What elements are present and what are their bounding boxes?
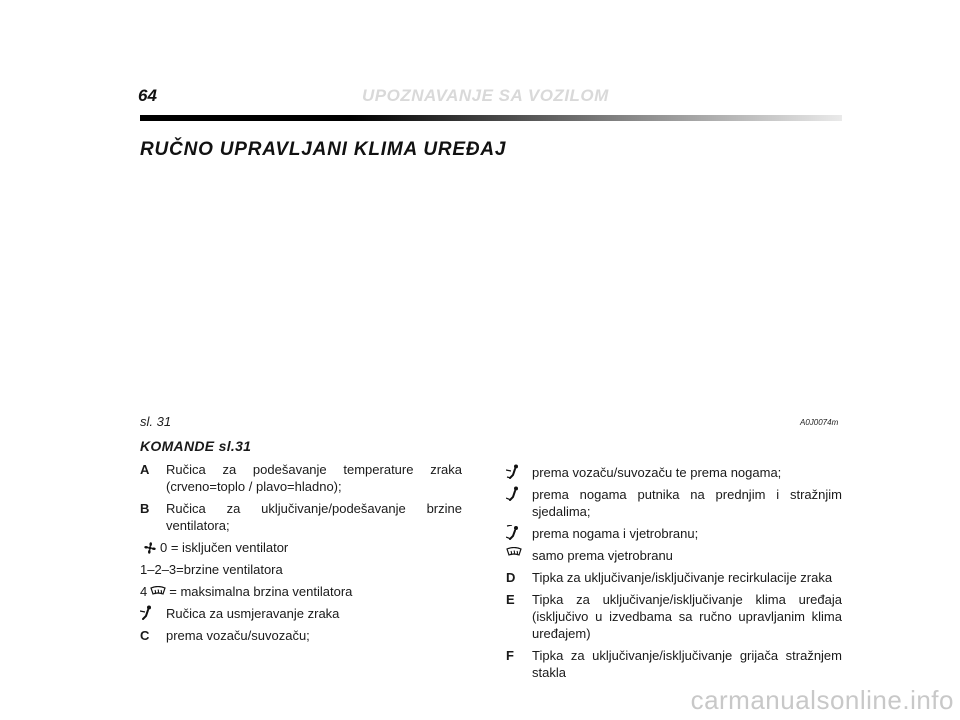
control-letter: F [506, 648, 514, 663]
control-item-e [506, 591, 842, 642]
airflow-selector-text: Ručica za usmjeravanje zraka [166, 606, 340, 621]
airflow-text: prema nogama i vjetrobranu; [532, 526, 699, 541]
watermark: carmanualsonline.info [690, 685, 954, 715]
windshield-defrost-icon [150, 586, 166, 598]
controls-right-column [506, 464, 842, 686]
airflow-item [506, 464, 842, 481]
page-number: 64 [138, 86, 157, 105]
control-letter: B [140, 501, 150, 516]
airflow-feet-icon [506, 486, 532, 520]
control-item-a [140, 461, 462, 495]
fan-speeds-text: 1–2–3=brzine ventilatora [140, 562, 283, 577]
airflow-person-icon [140, 605, 166, 622]
airflow-text: prema nogama putnika na prednjim i stražnjim sjedalima; [532, 487, 842, 519]
airflow-item [506, 486, 842, 520]
fan-max-text: = maksimalna brzina ventilatora [169, 584, 353, 599]
control-text: Ručica za podešavanje temperature zraka (crveno=toplo / plavo=hladno); [166, 462, 462, 494]
control-text: Tipka za uključivanje/isključivanje recirkulacije zraka [532, 570, 833, 585]
controls-heading: KOMANDE sl.31 [140, 438, 252, 454]
airflow-text: samo prema vjetrobranu [532, 548, 673, 563]
control-text: Tipka za uključivanje/isključivanje grijača stražnjem stakla [532, 648, 842, 680]
fan-max-row [140, 583, 462, 600]
control-item-f [506, 647, 842, 681]
control-text: prema vozaču/suvozaču; [166, 628, 310, 643]
chapter-title: UPOZNAVANJE SA VOZILOM [362, 86, 609, 105]
control-letter: E [506, 592, 515, 607]
airflow-feet-windshield-icon [506, 525, 532, 542]
fan-icon [143, 541, 157, 555]
figure-code: A0J0074m [800, 418, 839, 427]
airflow-text: prema vozaču/suvozaču te prema nogama; [532, 465, 782, 480]
airflow-face-feet-icon [506, 464, 532, 481]
figure-caption: sl. 31 [140, 414, 172, 429]
control-letter: D [506, 570, 516, 585]
control-item-b [140, 500, 462, 534]
control-item-d [506, 569, 842, 586]
fan-max-prefix: 4 [140, 584, 148, 599]
airflow-item [506, 525, 842, 542]
windshield-defrost-icon [506, 547, 532, 564]
fan-speeds-row [140, 561, 462, 578]
airflow-selector-row [140, 605, 462, 622]
fan-off-text: 0 = isključen ventilator [160, 540, 289, 555]
control-text: Ručica za uključivanje/podešavanje brzine ventilatora; [166, 501, 462, 533]
header-rule [140, 115, 842, 121]
control-text: Tipka za uključivanje/isključivanje klima uređaja (isključivo u izvedbama sa ručno upravljanim klima uređajem) [532, 592, 842, 641]
control-item-c [140, 627, 462, 644]
airflow-item [506, 547, 842, 564]
control-letter: A [140, 462, 150, 477]
section-title: RUČNO UPRAVLJANI KLIMA UREĐAJ [140, 139, 507, 160]
control-letter: C [140, 628, 150, 643]
fan-off-row [140, 539, 462, 556]
controls-left-column [140, 438, 462, 649]
